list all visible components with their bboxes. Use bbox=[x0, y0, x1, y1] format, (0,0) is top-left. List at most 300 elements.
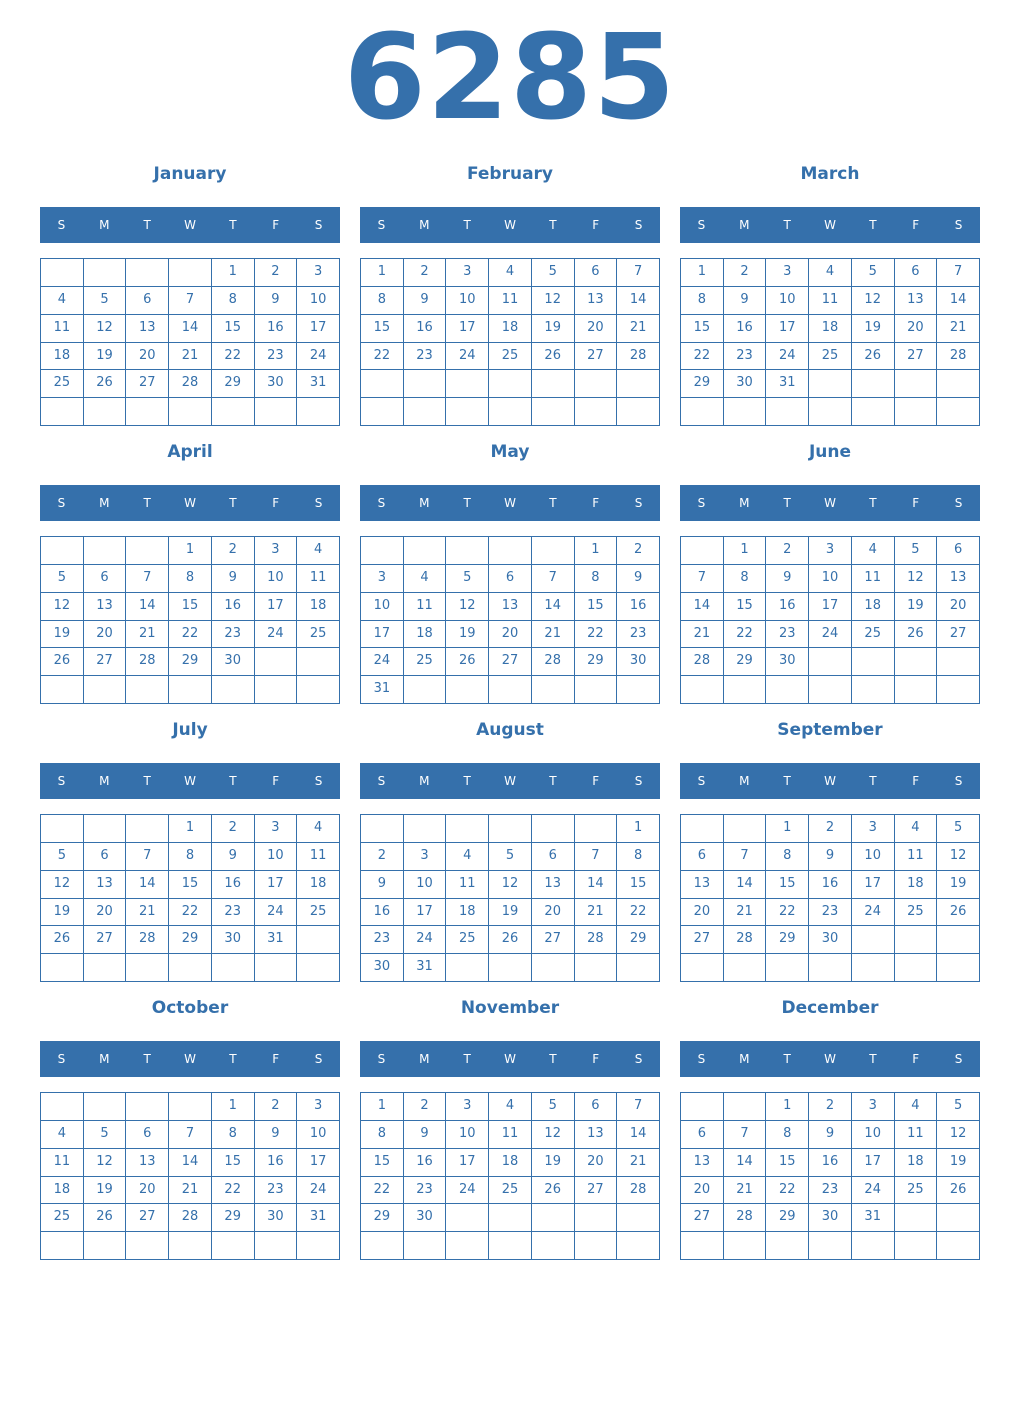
day-cell: 21 bbox=[169, 343, 212, 371]
empty-day-cell bbox=[766, 1232, 809, 1260]
day-cell: 12 bbox=[41, 871, 84, 899]
day-grid bbox=[680, 814, 980, 982]
day-cell: 21 bbox=[617, 315, 660, 343]
empty-day-cell bbox=[575, 815, 618, 843]
day-cell: 4 bbox=[852, 537, 895, 565]
day-cell: 31 bbox=[297, 370, 340, 398]
day-cell: 16 bbox=[404, 315, 447, 343]
day-cell: 10 bbox=[404, 871, 447, 899]
day-cell: 20 bbox=[575, 315, 618, 343]
day-cell: 6 bbox=[489, 565, 532, 593]
empty-day-cell bbox=[532, 815, 575, 843]
day-cell: 19 bbox=[489, 899, 532, 927]
month-name: June bbox=[808, 442, 852, 462]
day-cell: 21 bbox=[937, 315, 980, 343]
day-cell: 15 bbox=[681, 315, 724, 343]
day-cell: 13 bbox=[681, 871, 724, 899]
day-cell: 10 bbox=[255, 565, 298, 593]
empty-day-cell bbox=[255, 676, 298, 704]
day-cell: 18 bbox=[809, 315, 852, 343]
day-cell: 22 bbox=[724, 621, 767, 649]
day-cell: 29 bbox=[766, 926, 809, 954]
empty-day-cell bbox=[446, 815, 489, 843]
day-cell: 3 bbox=[852, 1093, 895, 1121]
day-cell: 30 bbox=[809, 926, 852, 954]
day-cell: 12 bbox=[532, 1121, 575, 1149]
day-cell: 7 bbox=[937, 259, 980, 287]
day-cell: 22 bbox=[681, 343, 724, 371]
empty-day-cell bbox=[255, 1232, 298, 1260]
day-cell: 21 bbox=[169, 1177, 212, 1205]
empty-day-cell bbox=[809, 954, 852, 982]
day-cell: 17 bbox=[766, 315, 809, 343]
day-cell: 9 bbox=[404, 1121, 447, 1149]
day-cell: 25 bbox=[404, 648, 447, 676]
day-cell: 29 bbox=[724, 648, 767, 676]
empty-day-cell bbox=[126, 398, 169, 426]
empty-day-cell bbox=[724, 815, 767, 843]
day-cell: 27 bbox=[126, 1204, 169, 1232]
empty-day-cell bbox=[489, 676, 532, 704]
day-cell: 28 bbox=[169, 1204, 212, 1232]
day-cell: 22 bbox=[169, 621, 212, 649]
empty-day-cell bbox=[895, 648, 938, 676]
month-name: July bbox=[172, 720, 208, 740]
day-cell: 19 bbox=[446, 621, 489, 649]
day-cell: 11 bbox=[446, 871, 489, 899]
weekday-header bbox=[40, 1041, 340, 1077]
empty-day-cell bbox=[575, 398, 618, 426]
empty-day-cell bbox=[404, 398, 447, 426]
empty-day-cell bbox=[532, 954, 575, 982]
weekday-label: F bbox=[272, 774, 280, 788]
day-cell: 22 bbox=[361, 1177, 404, 1205]
weekday-label: S bbox=[697, 1052, 706, 1066]
day-cell: 18 bbox=[41, 343, 84, 371]
day-cell: 28 bbox=[724, 1204, 767, 1232]
day-cell: 4 bbox=[446, 843, 489, 871]
day-cell: 19 bbox=[41, 899, 84, 927]
weekday-label: S bbox=[57, 1052, 66, 1066]
empty-day-cell bbox=[766, 676, 809, 704]
weekday-label: S bbox=[377, 218, 386, 232]
weekday-label: S bbox=[634, 774, 643, 788]
weekday-label: M bbox=[739, 218, 750, 232]
day-cell: 5 bbox=[937, 815, 980, 843]
empty-day-cell bbox=[446, 537, 489, 565]
month-name: January bbox=[153, 164, 227, 184]
day-cell: 8 bbox=[361, 287, 404, 315]
empty-day-cell bbox=[255, 648, 298, 676]
day-cell: 27 bbox=[681, 926, 724, 954]
empty-day-cell bbox=[681, 537, 724, 565]
empty-day-cell bbox=[681, 1093, 724, 1121]
empty-day-cell bbox=[895, 1232, 938, 1260]
day-cell: 28 bbox=[575, 926, 618, 954]
day-cell: 3 bbox=[297, 1093, 340, 1121]
weekday-label: F bbox=[912, 1052, 920, 1066]
day-cell: 22 bbox=[169, 899, 212, 927]
month-name: March bbox=[800, 164, 860, 184]
day-cell: 12 bbox=[84, 315, 127, 343]
day-cell: 23 bbox=[212, 621, 255, 649]
day-cell: 20 bbox=[937, 593, 980, 621]
day-cell: 8 bbox=[724, 565, 767, 593]
day-grid bbox=[680, 1092, 980, 1260]
day-cell: 21 bbox=[724, 1177, 767, 1205]
day-cell: 9 bbox=[255, 1121, 298, 1149]
day-cell: 22 bbox=[212, 1177, 255, 1205]
weekday-label: T bbox=[783, 1052, 791, 1066]
empty-day-cell bbox=[681, 676, 724, 704]
day-cell: 10 bbox=[297, 287, 340, 315]
day-cell: 30 bbox=[255, 1204, 298, 1232]
year-title: 6285 bbox=[343, 8, 677, 146]
day-cell: 20 bbox=[681, 1177, 724, 1205]
day-cell: 1 bbox=[766, 1093, 809, 1121]
empty-day-cell bbox=[681, 815, 724, 843]
empty-day-cell bbox=[575, 676, 618, 704]
day-cell: 15 bbox=[361, 315, 404, 343]
empty-day-cell bbox=[489, 398, 532, 426]
empty-day-cell bbox=[489, 1204, 532, 1232]
day-cell: 16 bbox=[809, 871, 852, 899]
weekday-label: S bbox=[634, 1052, 643, 1066]
day-cell: 19 bbox=[84, 343, 127, 371]
day-cell: 11 bbox=[297, 843, 340, 871]
day-cell: 19 bbox=[895, 593, 938, 621]
day-cell: 21 bbox=[126, 621, 169, 649]
empty-day-cell bbox=[169, 1093, 212, 1121]
empty-day-cell bbox=[297, 648, 340, 676]
day-cell: 2 bbox=[404, 259, 447, 287]
day-cell: 23 bbox=[724, 343, 767, 371]
day-cell: 25 bbox=[895, 899, 938, 927]
empty-day-cell bbox=[937, 926, 980, 954]
weekday-label: T bbox=[549, 496, 557, 510]
empty-day-cell bbox=[937, 648, 980, 676]
empty-day-cell bbox=[41, 1093, 84, 1121]
day-cell: 13 bbox=[575, 287, 618, 315]
day-cell: 28 bbox=[937, 343, 980, 371]
day-cell: 27 bbox=[895, 343, 938, 371]
day-cell: 6 bbox=[575, 259, 618, 287]
day-cell: 11 bbox=[895, 843, 938, 871]
weekday-label: T bbox=[143, 496, 151, 510]
day-cell: 6 bbox=[126, 287, 169, 315]
weekday-label: T bbox=[869, 218, 877, 232]
day-cell: 4 bbox=[895, 815, 938, 843]
weekday-header bbox=[40, 207, 340, 243]
day-cell: 19 bbox=[937, 1149, 980, 1177]
day-cell: 8 bbox=[361, 1121, 404, 1149]
empty-day-cell bbox=[617, 1204, 660, 1232]
day-cell: 12 bbox=[84, 1149, 127, 1177]
day-cell: 24 bbox=[361, 648, 404, 676]
empty-day-cell bbox=[361, 815, 404, 843]
day-cell: 3 bbox=[809, 537, 852, 565]
day-cell: 3 bbox=[404, 843, 447, 871]
day-cell: 16 bbox=[361, 899, 404, 927]
day-cell: 5 bbox=[895, 537, 938, 565]
weekday-label: M bbox=[99, 774, 110, 788]
day-cell: 22 bbox=[766, 1177, 809, 1205]
day-cell: 9 bbox=[255, 287, 298, 315]
empty-day-cell bbox=[41, 954, 84, 982]
day-cell: 5 bbox=[84, 287, 127, 315]
day-cell: 24 bbox=[446, 343, 489, 371]
day-cell: 18 bbox=[489, 315, 532, 343]
day-cell: 13 bbox=[84, 871, 127, 899]
weekday-label: F bbox=[272, 218, 280, 232]
empty-day-cell bbox=[169, 954, 212, 982]
day-cell: 20 bbox=[84, 899, 127, 927]
day-cell: 19 bbox=[84, 1177, 127, 1205]
day-cell: 29 bbox=[212, 370, 255, 398]
day-cell: 3 bbox=[255, 815, 298, 843]
day-cell: 4 bbox=[297, 537, 340, 565]
day-cell: 5 bbox=[84, 1121, 127, 1149]
day-cell: 15 bbox=[169, 871, 212, 899]
empty-day-cell bbox=[297, 676, 340, 704]
day-cell: 17 bbox=[255, 593, 298, 621]
weekday-label: W bbox=[504, 774, 516, 788]
weekday-label: S bbox=[697, 774, 706, 788]
day-cell: 21 bbox=[681, 621, 724, 649]
day-cell: 26 bbox=[84, 370, 127, 398]
day-cell: 9 bbox=[404, 287, 447, 315]
empty-day-cell bbox=[532, 1204, 575, 1232]
weekday-header bbox=[360, 763, 660, 799]
day-cell: 23 bbox=[809, 1177, 852, 1205]
weekday-label: T bbox=[229, 218, 237, 232]
empty-day-cell bbox=[489, 370, 532, 398]
day-cell: 11 bbox=[809, 287, 852, 315]
empty-day-cell bbox=[489, 954, 532, 982]
weekday-label: F bbox=[912, 774, 920, 788]
day-cell: 8 bbox=[766, 1121, 809, 1149]
day-cell: 2 bbox=[766, 537, 809, 565]
day-grid bbox=[680, 536, 980, 704]
day-cell: 13 bbox=[532, 871, 575, 899]
empty-day-cell bbox=[255, 954, 298, 982]
day-cell: 21 bbox=[617, 1149, 660, 1177]
day-cell: 9 bbox=[361, 871, 404, 899]
day-cell: 17 bbox=[404, 899, 447, 927]
weekday-label: T bbox=[463, 1052, 471, 1066]
day-cell: 19 bbox=[937, 871, 980, 899]
weekday-header bbox=[680, 763, 980, 799]
day-cell: 5 bbox=[41, 843, 84, 871]
weekday-label: W bbox=[504, 1052, 516, 1066]
day-cell: 3 bbox=[361, 565, 404, 593]
day-cell: 2 bbox=[809, 815, 852, 843]
day-cell: 13 bbox=[84, 593, 127, 621]
day-cell: 30 bbox=[617, 648, 660, 676]
day-cell: 17 bbox=[361, 621, 404, 649]
month-name: October bbox=[151, 998, 229, 1018]
empty-day-cell bbox=[126, 815, 169, 843]
empty-day-cell bbox=[937, 1204, 980, 1232]
day-cell: 10 bbox=[766, 287, 809, 315]
empty-day-cell bbox=[404, 1232, 447, 1260]
day-cell: 8 bbox=[169, 565, 212, 593]
empty-day-cell bbox=[212, 1232, 255, 1260]
day-cell: 7 bbox=[126, 565, 169, 593]
day-cell: 7 bbox=[617, 1093, 660, 1121]
empty-day-cell bbox=[895, 370, 938, 398]
day-cell: 5 bbox=[446, 565, 489, 593]
day-cell: 1 bbox=[169, 537, 212, 565]
day-cell: 1 bbox=[617, 815, 660, 843]
day-cell: 12 bbox=[895, 565, 938, 593]
day-cell: 17 bbox=[297, 315, 340, 343]
day-cell: 11 bbox=[895, 1121, 938, 1149]
day-cell: 25 bbox=[41, 1204, 84, 1232]
day-cell: 7 bbox=[575, 843, 618, 871]
day-cell: 21 bbox=[126, 899, 169, 927]
weekday-label: T bbox=[783, 496, 791, 510]
empty-day-cell bbox=[212, 398, 255, 426]
empty-day-cell bbox=[724, 1232, 767, 1260]
day-cell: 17 bbox=[446, 1149, 489, 1177]
empty-day-cell bbox=[724, 1093, 767, 1121]
day-cell: 28 bbox=[532, 648, 575, 676]
empty-day-cell bbox=[895, 676, 938, 704]
day-cell: 9 bbox=[212, 843, 255, 871]
weekday-label: W bbox=[504, 218, 516, 232]
day-cell: 5 bbox=[41, 565, 84, 593]
day-cell: 10 bbox=[446, 1121, 489, 1149]
weekday-label: W bbox=[504, 496, 516, 510]
weekday-label: W bbox=[184, 774, 196, 788]
day-cell: 28 bbox=[617, 1177, 660, 1205]
day-cell: 4 bbox=[41, 287, 84, 315]
day-grid bbox=[360, 1092, 660, 1260]
day-cell: 14 bbox=[681, 593, 724, 621]
empty-day-cell bbox=[84, 676, 127, 704]
day-cell: 14 bbox=[617, 287, 660, 315]
empty-day-cell bbox=[809, 398, 852, 426]
day-cell: 18 bbox=[404, 621, 447, 649]
empty-day-cell bbox=[404, 537, 447, 565]
empty-day-cell bbox=[84, 537, 127, 565]
empty-day-cell bbox=[617, 370, 660, 398]
day-cell: 6 bbox=[681, 1121, 724, 1149]
day-cell: 24 bbox=[255, 621, 298, 649]
day-cell: 23 bbox=[212, 899, 255, 927]
weekday-label: W bbox=[184, 218, 196, 232]
day-cell: 13 bbox=[489, 593, 532, 621]
empty-day-cell bbox=[852, 676, 895, 704]
weekday-label: W bbox=[184, 496, 196, 510]
month-name: November bbox=[460, 998, 560, 1018]
day-cell: 25 bbox=[852, 621, 895, 649]
day-cell: 20 bbox=[532, 899, 575, 927]
weekday-label: W bbox=[824, 496, 836, 510]
weekday-header bbox=[360, 485, 660, 521]
day-cell: 20 bbox=[895, 315, 938, 343]
empty-day-cell bbox=[126, 537, 169, 565]
empty-day-cell bbox=[852, 398, 895, 426]
empty-day-cell bbox=[446, 954, 489, 982]
day-cell: 30 bbox=[212, 648, 255, 676]
weekday-label: T bbox=[229, 774, 237, 788]
day-cell: 14 bbox=[532, 593, 575, 621]
weekday-label: S bbox=[697, 218, 706, 232]
day-cell: 27 bbox=[84, 926, 127, 954]
day-cell: 20 bbox=[575, 1149, 618, 1177]
day-cell: 20 bbox=[126, 1177, 169, 1205]
weekday-label: T bbox=[143, 1052, 151, 1066]
day-cell: 23 bbox=[404, 1177, 447, 1205]
day-cell: 6 bbox=[681, 843, 724, 871]
day-cell: 26 bbox=[895, 621, 938, 649]
empty-day-cell bbox=[766, 398, 809, 426]
day-cell: 2 bbox=[617, 537, 660, 565]
day-grid bbox=[360, 258, 660, 426]
weekday-label: F bbox=[272, 496, 280, 510]
day-cell: 9 bbox=[766, 565, 809, 593]
month-name: February bbox=[466, 164, 554, 184]
weekday-label: T bbox=[869, 774, 877, 788]
day-cell: 3 bbox=[852, 815, 895, 843]
empty-day-cell bbox=[532, 537, 575, 565]
day-cell: 25 bbox=[297, 621, 340, 649]
empty-day-cell bbox=[937, 954, 980, 982]
day-cell: 1 bbox=[724, 537, 767, 565]
weekday-label: S bbox=[314, 774, 323, 788]
empty-day-cell bbox=[446, 1204, 489, 1232]
empty-day-cell bbox=[41, 676, 84, 704]
weekday-label: T bbox=[549, 1052, 557, 1066]
day-cell: 17 bbox=[255, 871, 298, 899]
day-grid bbox=[680, 258, 980, 426]
day-cell: 28 bbox=[724, 926, 767, 954]
weekday-label: W bbox=[824, 218, 836, 232]
weekday-header bbox=[360, 207, 660, 243]
weekday-label: S bbox=[634, 496, 643, 510]
day-cell: 8 bbox=[681, 287, 724, 315]
day-cell: 1 bbox=[361, 259, 404, 287]
empty-day-cell bbox=[617, 954, 660, 982]
empty-day-cell bbox=[84, 1093, 127, 1121]
day-cell: 29 bbox=[361, 1204, 404, 1232]
day-cell: 13 bbox=[681, 1149, 724, 1177]
empty-day-cell bbox=[895, 1204, 938, 1232]
day-cell: 25 bbox=[489, 343, 532, 371]
empty-day-cell bbox=[532, 398, 575, 426]
weekday-label: F bbox=[592, 774, 600, 788]
weekday-label: S bbox=[954, 774, 963, 788]
day-cell: 2 bbox=[255, 1093, 298, 1121]
day-cell: 13 bbox=[575, 1121, 618, 1149]
weekday-label: S bbox=[57, 774, 66, 788]
day-cell: 15 bbox=[617, 871, 660, 899]
day-cell: 11 bbox=[852, 565, 895, 593]
empty-day-cell bbox=[766, 954, 809, 982]
day-cell: 7 bbox=[724, 1121, 767, 1149]
weekday-header bbox=[40, 485, 340, 521]
day-cell: 31 bbox=[766, 370, 809, 398]
weekday-label: T bbox=[869, 1052, 877, 1066]
weekday-label: F bbox=[592, 218, 600, 232]
weekday-label: F bbox=[592, 496, 600, 510]
day-cell: 10 bbox=[446, 287, 489, 315]
day-cell: 12 bbox=[532, 287, 575, 315]
day-cell: 24 bbox=[297, 343, 340, 371]
day-cell: 27 bbox=[126, 370, 169, 398]
